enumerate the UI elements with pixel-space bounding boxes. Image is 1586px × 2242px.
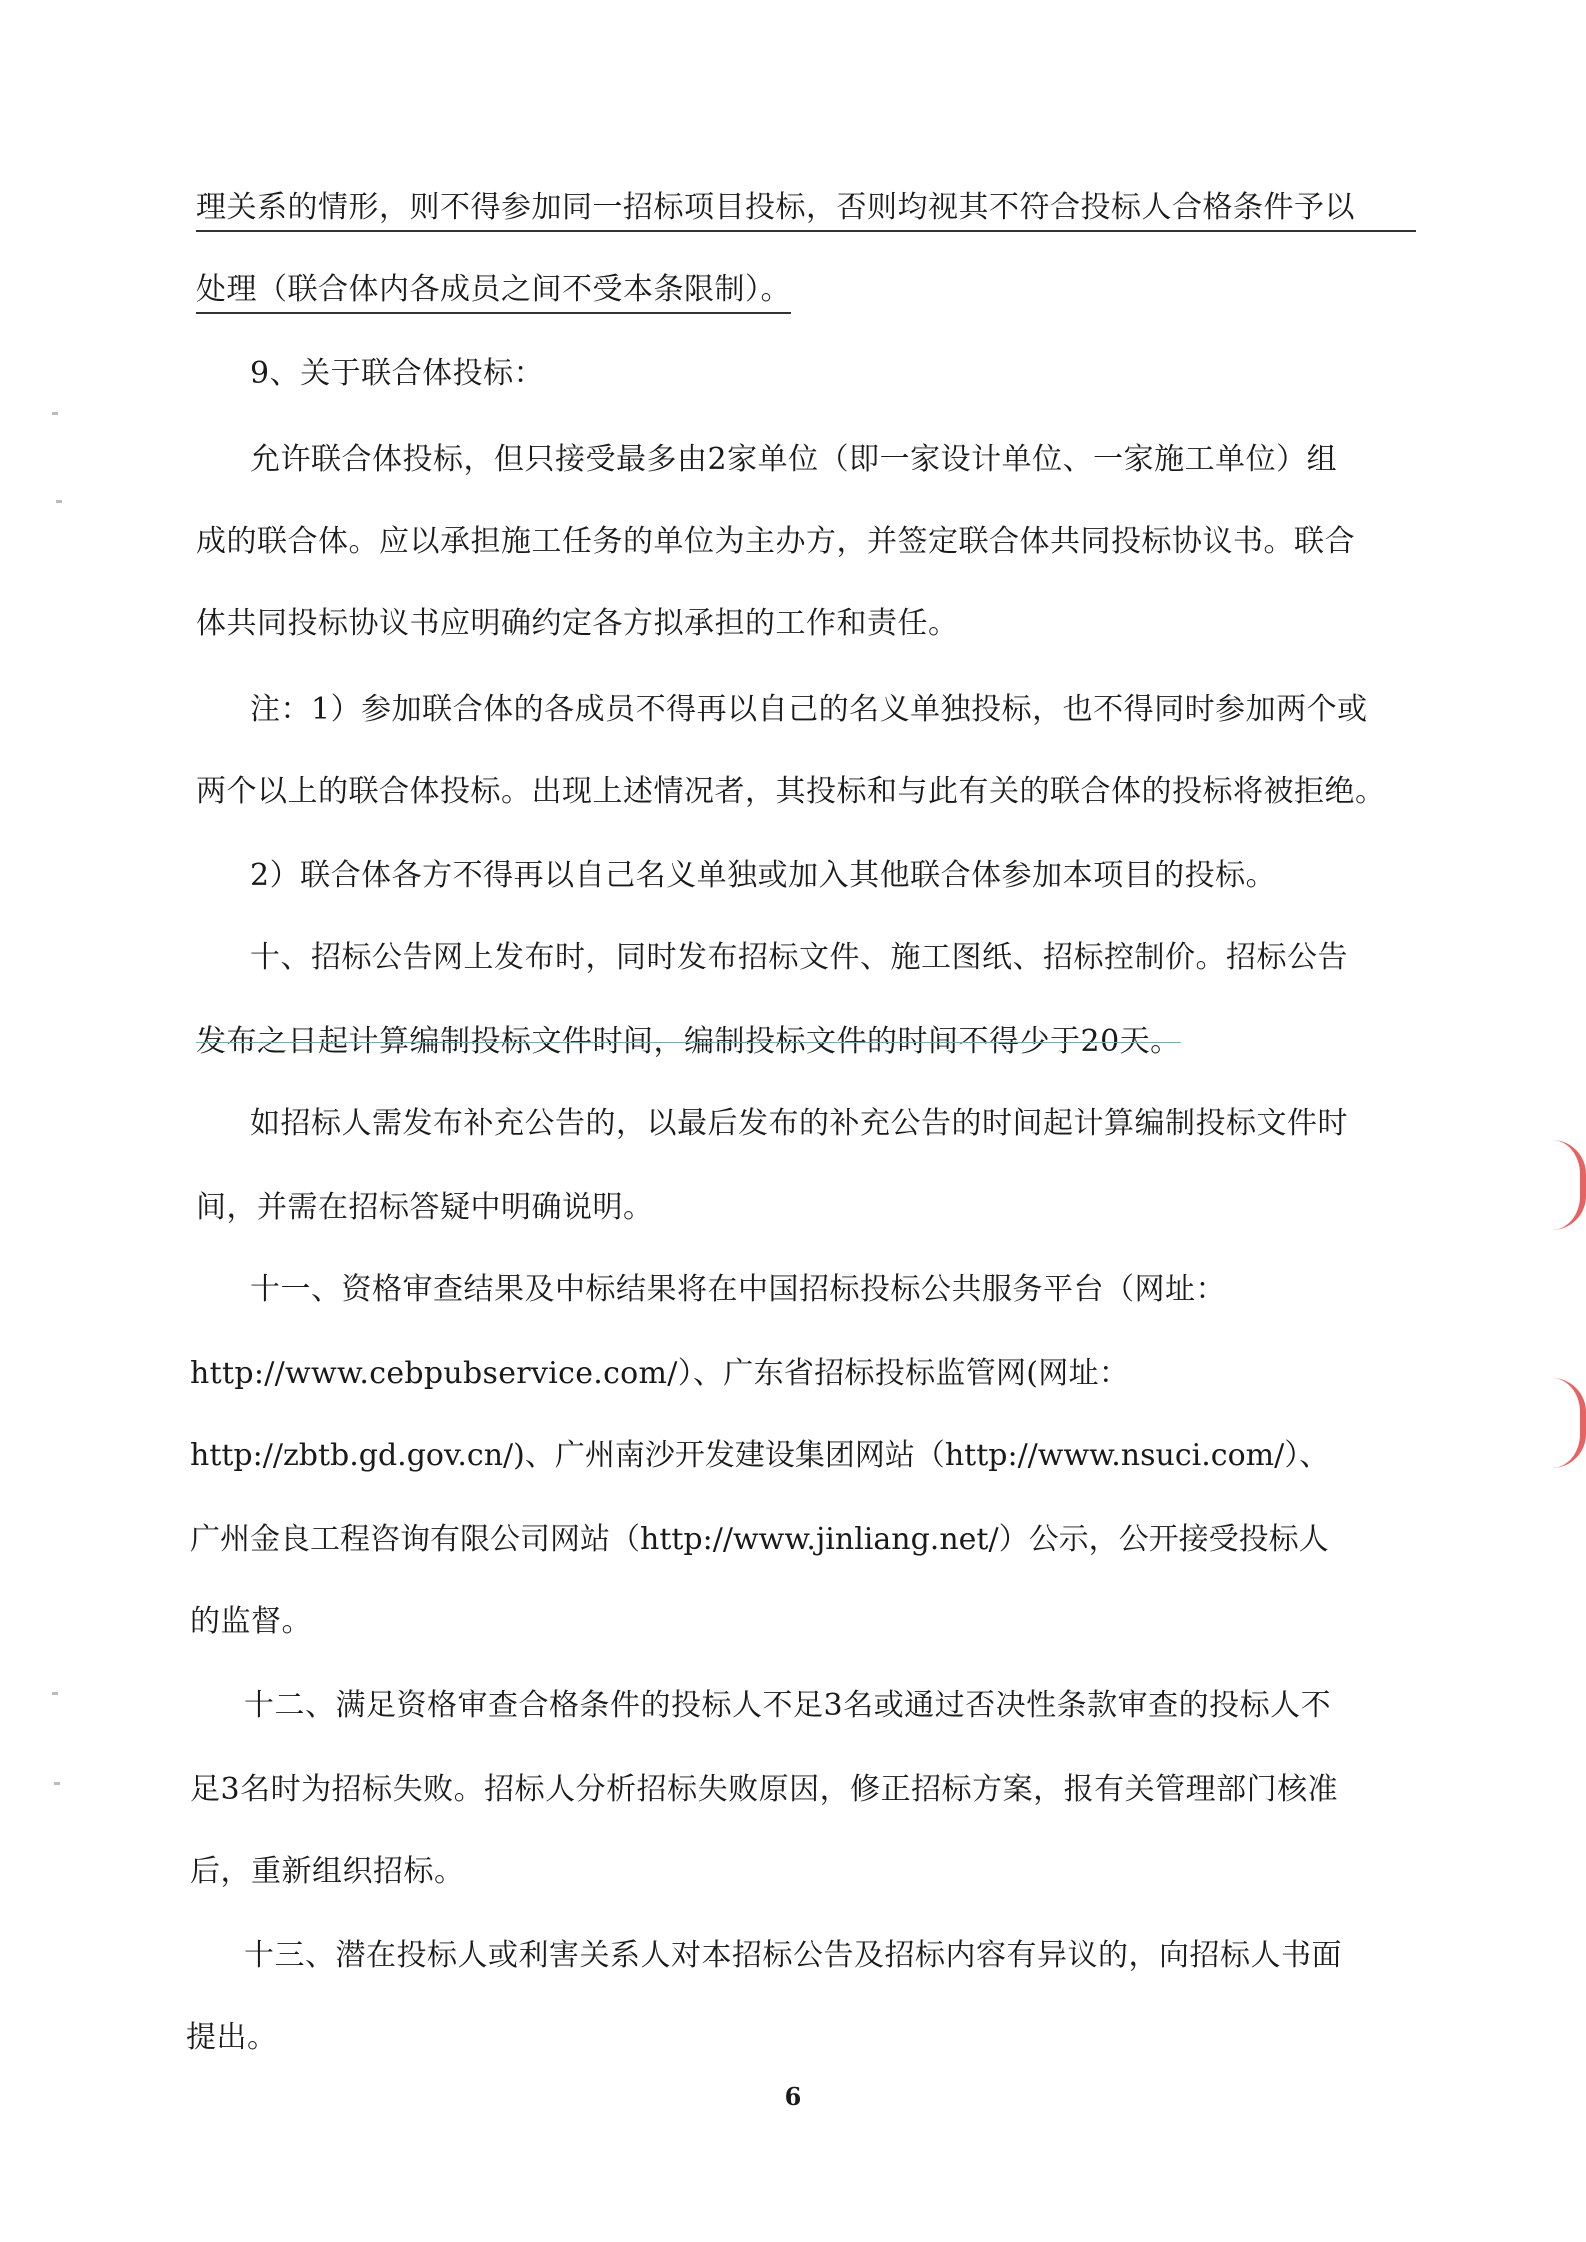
text-line: 处理（联合体内各成员之间不受本条限制）。 <box>196 270 791 314</box>
page-number: 6 <box>784 2082 802 2111</box>
text-line: 体共同投标协议书应明确约定各方拟承担的工作和责任。 <box>196 606 959 641</box>
text-line: 后，重新组织招标。 <box>190 1854 465 1889</box>
note-line: 两个以上的联合体投标。出现上述情况者，其投标和与此有关的联合体的投标将被拒绝。 <box>196 774 1386 809</box>
scan-speck <box>52 1692 58 1695</box>
section-heading: 十二、满足资格审查合格条件的投标人不足3名或通过否决性条款审查的投标人不 <box>244 1688 1332 1723</box>
stamp-mark <box>1552 1378 1586 1468</box>
text-line: http://zbtb.gd.gov.cn/)、广州南沙开发建设集团网站（http://www.nsuci.com/）、 <box>190 1438 1330 1473</box>
text-line: 足3名时为招标失败。招标人分析招标失败原因，修正招标方案，报有关管理部门核准 <box>190 1772 1339 1807</box>
text-line: 如招标人需发布补充公告的，以最后发布的补充公告的时间起计算编制投标文件时 <box>250 1106 1348 1141</box>
text-line: http://www.cebpubservice.com/）、广东省招标投标监管网(网址： <box>190 1356 1130 1391</box>
section-heading: 十、招标公告网上发布时，同时发布招标文件、施工图纸、招标控制价。招标公告 <box>250 940 1348 975</box>
text-line: 发布之日起计算编制投标文件时间，编制投标文件的时间不得少于20天。 <box>196 1024 1181 1059</box>
scan-speck <box>54 1782 60 1785</box>
note-line: 2）联合体各方不得再以自己名义单独或加入其他联合体参加本项目的投标。 <box>250 858 1277 893</box>
section-heading: 十一、资格审查结果及中标结果将在中国招标投标公共服务平台（网址： <box>250 1272 1226 1307</box>
text-line: 的监督。 <box>190 1604 312 1639</box>
text-line: 允许联合体投标，但只接受最多由2家单位（即一家设计单位、一家施工单位）组 <box>250 442 1338 477</box>
text-line: 提出。 <box>186 2020 278 2055</box>
text-line: 间，并需在招标答疑中明确说明。 <box>196 1190 654 1225</box>
text-line: 理关系的情形，则不得参加同一招标项目投标，否则均视其不符合投标人合格条件予以 <box>196 188 1416 232</box>
scan-speck <box>56 500 62 503</box>
text-line: 成的联合体。应以承担施工任务的单位为主办方，并签定联合体共同投标协议书。联合 <box>196 524 1355 559</box>
text-line: 广州金良工程咨询有限公司网站（http://www.jinliang.net/）公示，公开接受投标人 <box>190 1522 1329 1557</box>
scan-speck <box>52 412 58 415</box>
stamp-mark <box>1552 1140 1586 1230</box>
section-heading: 十三、潜在投标人或利害关系人对本招标公告及招标内容有异议的，向招标人书面 <box>244 1938 1342 1973</box>
section-heading: 9、关于联合体投标： <box>250 356 545 391</box>
note-line: 注：1）参加联合体的各成员不得再以自己的名义单独投标，也不得同时参加两个或 <box>250 692 1368 727</box>
